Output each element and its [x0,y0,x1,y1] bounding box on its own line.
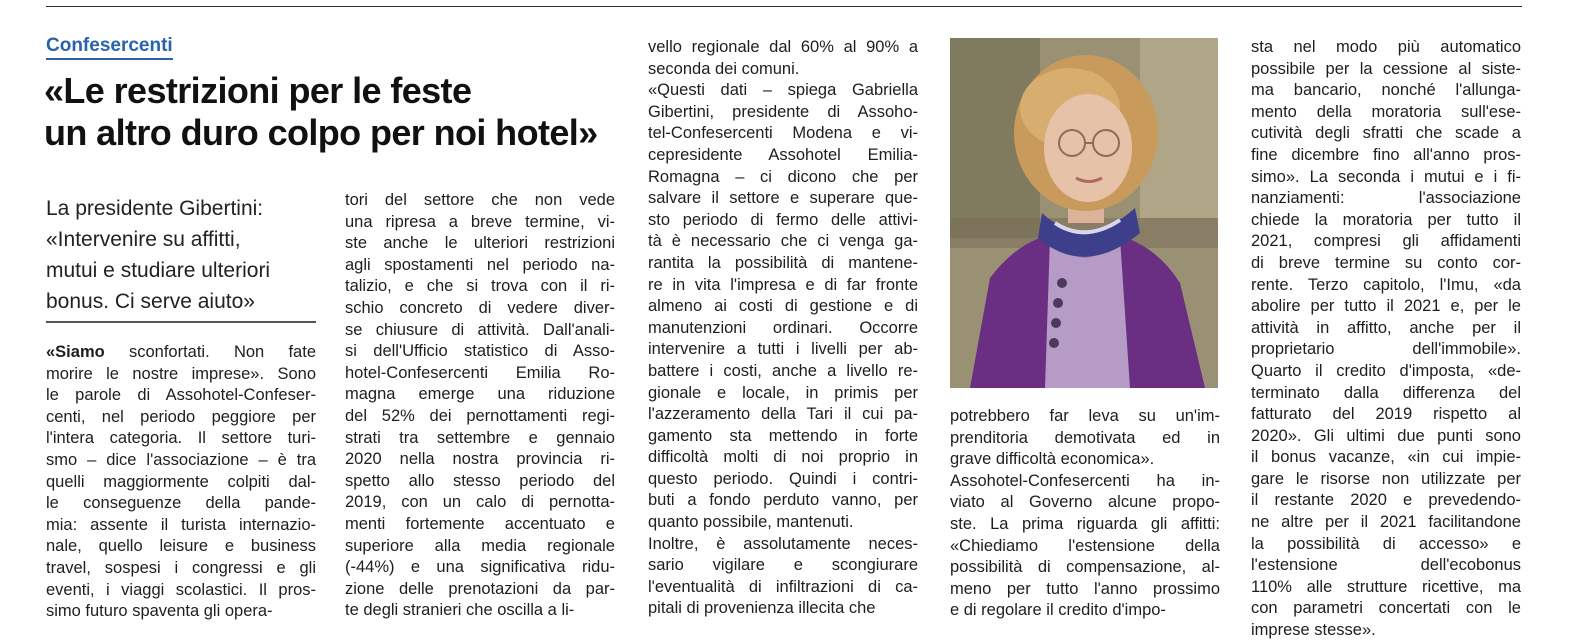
article-line: 2020». Gli ultimi due punti sono [1251,426,1521,445]
article-line: difficoltà molti di noi proprio in [648,448,918,467]
article-line: intervenire a tutti i livelli per ab- [648,340,918,359]
article-line: tel-Confesercenti Modena e vi- [648,124,918,143]
article-line: meno per tutto l'anno prossimo [950,579,1220,598]
article-line: spetto allo stesso periodo del [345,471,615,490]
top-rule [46,6,1522,7]
section-tag: Confesercenti [46,35,173,60]
subhead-line-1: La presidente Gibertini: [46,197,264,220]
article-line: l'eventualità di infiltrazioni di ca- [648,577,918,596]
article-line: gamento sta mettendo in forte [648,426,918,445]
article-line: Inoltre, è assolutamente neces- [648,534,918,553]
article-line: Gibertini, presidente di Assoho- [648,102,918,121]
article-line: quelli maggiormente colpiti dal- [46,472,316,491]
headline-line-1: «Le restrizioni per le feste [44,70,472,111]
article-line: e di regolare il credito d'impo- [950,601,1166,620]
article-line: ma bancario, nonché l'allunga- [1251,81,1521,100]
article-line: sta nel modo più automatico [1251,38,1521,56]
article-line: «Questi dati – spiega Gabriella [648,81,918,100]
article-line: simo». La seconda i mutui e i fi- [1251,167,1521,186]
article-column-5 [1251,37,1521,642]
article-line: le parole di Assohotel-Confeser- [46,386,316,405]
article-line: mento della moratoria sull'ese- [1251,102,1521,121]
lead-line-text: sconfortati. Non fate [104,343,316,361]
article-line: rantita la possibilità di mantene- [648,253,918,272]
article-line: 2020 nella nostra provincia ri- [345,450,615,469]
article-line: travel, sospesi i congressi e gli [46,558,316,577]
article-line: quanto possibile, mantenuti. [648,513,854,532]
article-line: menti fortemente accentuato e [345,514,615,533]
article-line: simo futuro spaventa gli opera- [46,602,273,621]
subhead-line-4: bonus. Ci serve aiuto» [46,290,255,313]
subheadline [46,193,316,317]
article-line: abolire per tutto il 2021 e, per le [1251,297,1521,316]
article-line: la possibilità di accesso» e [1251,534,1521,553]
article-line: cepresidente Assohotel Emilia- [648,145,918,164]
article-line: battere i costi, anche a livello re- [648,361,918,380]
article-line: chiede la moratoria per tutto il [1251,210,1521,229]
article-line: nale, quello leisure e business [46,537,316,556]
article-line: 110% alle strutture ricettive, ma [1251,577,1521,596]
article-line: talizio, e che si trova con il ri- [345,277,615,296]
article-line: le conseguenze della pande- [46,494,316,513]
article-line: si dell'Ufficio statistico di Asso- [345,342,615,361]
article-line: superiore alla media regionale [345,536,615,555]
article-line: ste anche le ulteriori restrizioni [345,234,615,253]
article-line: vello regionale dal 60% al 90% a [648,38,918,56]
article-line: sto periodo di fermo delle attivi- [648,210,918,229]
article-line: l'estensione dell'ecobonus [1251,556,1521,575]
lead-word: «Siamo [46,343,105,361]
article-line: sario vigilare e scongiurare [648,556,918,575]
article-line: te degli stranieri che oscilla a li- [345,601,575,620]
article-line: seconda dei comuni. [648,59,800,78]
article-line: salvare il settore e superare que- [648,189,918,208]
article-line: schio concreto di vedere diver- [345,298,615,317]
article-line: il bonus vacanze, «in cui impie- [1251,448,1521,467]
article-line: «Chiediamo l'estensione della [950,536,1220,555]
article-line: morire le nostre imprese». Sono [46,364,316,383]
article-line: tori del settore che non vede [345,191,615,209]
headline [44,70,644,154]
article-line: fine dicembre fino all'anno pros- [1251,145,1521,164]
article-line: tà è necessario che ci venga ga- [648,232,918,251]
article-line: Quarto il credito d'imposta, «de- [1251,361,1521,380]
article-line: mia: assente il turista internazio- [46,515,316,534]
article-line: l'intera categoria. Il settore turi- [46,429,316,448]
article-column-1 [46,342,316,623]
subhead-line-3: mutui e studiare ulteriori [46,259,271,282]
article-line: possibile per la cessione al siste- [1251,59,1521,78]
article-line: hotel-Confesercenti Emilia Ro- [345,363,615,382]
article-line: potrebbero far leva su un'im- [950,407,1220,425]
article-line: Assohotel-Confesercenti ha in- [950,471,1220,490]
article-line: imprese stesse». [1251,621,1376,640]
article-line: se chiusure di attività. Dall'anali- [345,320,615,339]
subhead-divider [46,321,316,323]
article-line [46,342,316,364]
article-line: manutenzioni ordinari. Occorre [648,318,918,337]
article-line: centi, nel periodo peggiore per [46,407,316,426]
article-line: nanziamenti: l'associazione [1251,189,1521,208]
article-line: di breve termine su conto cor- [1251,253,1521,272]
article-line: questo periodo. Quindi i contri- [648,469,918,488]
article-line: gare le risorse non utilizzate per [1251,469,1521,488]
article-line: 2021, compresi gli affidamenti [1251,232,1521,251]
article-line: rente. Terzo capitolo, l'Imu, «da [1251,275,1521,294]
article-line: eventi, i viaggi scolastici. Il pros- [46,580,316,599]
portrait-photo [950,38,1218,388]
article-line: ne altre per il 2021 facilitandone [1251,513,1521,532]
article-line: strati tra settembre e gennaio [345,428,615,447]
article-line: ste. La prima riguarda gli affitti: [950,514,1220,533]
subhead-line-2: «Intervenire su affitti, [46,228,241,251]
headline-line-2: un altro duro colpo per noi hotel» [44,112,598,153]
article-line: del 52% dei pernottamenti regi- [345,406,615,425]
article-line: Romagna – ci dicono che per [648,167,918,186]
article-line: zione delle prenotazioni da par- [345,579,615,598]
article-column-2 [345,190,615,622]
article-line: l'azzeramento della Tari il cui pa- [648,405,918,424]
article-line: (-44%) e una significativa ridu- [345,558,615,577]
article-line: possibilità di compensazione, al- [950,558,1220,577]
article-line: pitali di provenienza illecita che [648,599,876,618]
article-line: il restante 2020 e prevedendo- [1251,491,1521,510]
article-line: agli spostamenti nel periodo na- [345,255,615,274]
article-line: 2019, con un calo di pernotta- [345,493,615,512]
article-column-4 [950,406,1220,622]
article-line: prenditoria demotivata ed in [950,428,1220,447]
article-line: gionale e locale, in primis per [648,383,918,402]
article-line: almeno ai costi di gestione e di [648,297,918,316]
article-line: terminato dalla differenza del [1251,383,1521,402]
article-line: magna emerge una riduzione [345,385,615,404]
article-line: buti a fondo perduto vanno, per [648,491,918,510]
article-line: viato al Governo alcune propo- [950,493,1220,512]
article-line: proprietario dell'immobile». [1251,340,1521,359]
article-line: smo – dice l'associazione – è tra [46,450,316,469]
article-line: fatturato del 2019 rispetto al [1251,405,1521,424]
article-line: attività in affitto, anche per il [1251,318,1521,337]
article-column-3 [648,37,918,620]
article-line: re in vita l'impresa e di far fronte [648,275,918,294]
article-line: grave difficoltà economica». [950,450,1155,469]
article-line: una ripresa a breve termine, vi- [345,212,615,231]
article-line: cutività degli sfratti che scade a [1251,124,1521,143]
article-line: con parametri concertati con le [1251,599,1521,618]
